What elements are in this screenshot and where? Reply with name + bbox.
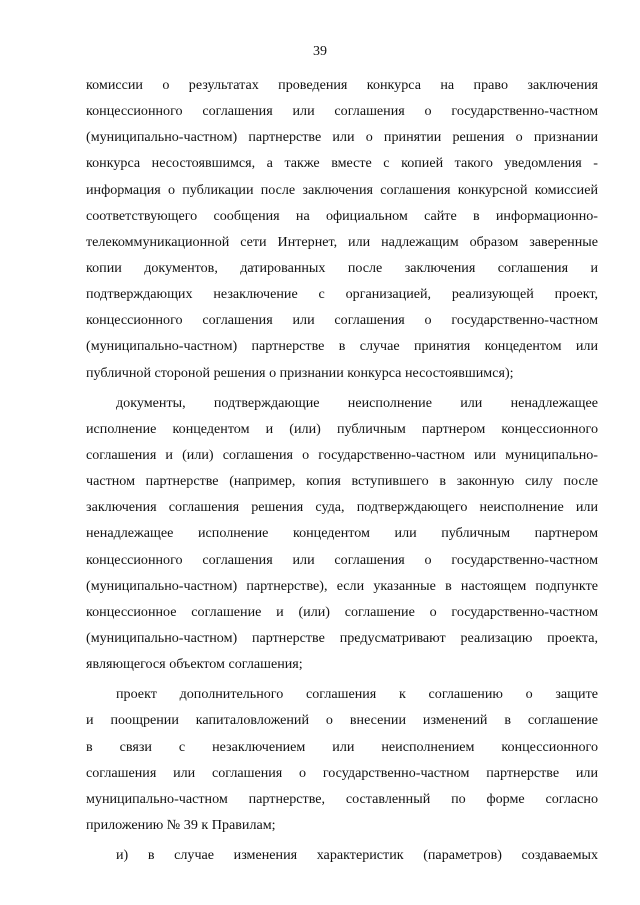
text-line: частном партнерстве (например, копия вступившего в законную силу после	[86, 473, 598, 490]
paragraph	[86, 72, 598, 386]
text-line: концессионного соглашения или соглашения о государственно-частном	[86, 312, 598, 329]
text-line: соответствующего сообщения на официальном сайте в информационно-	[86, 207, 598, 224]
text-line: конкурса несостоявшимся, а также вместе с копией такого уведомления -	[86, 155, 598, 172]
text-line: концессионного соглашения или соглашения о государственно-частном	[86, 103, 598, 120]
text-line: приложению № 39 к Правилам;	[86, 816, 276, 833]
paragraph	[86, 842, 598, 868]
text-line: соглашения и (или) соглашения о государственно-частном или муниципально-	[86, 446, 598, 463]
body-text	[86, 72, 598, 868]
text-line: ненадлежащее исполнение концедентом или публичным партнером	[86, 525, 598, 542]
text-line: (муниципально-частном) партнерстве или о принятии решения о признании	[86, 129, 598, 146]
text-line: проект дополнительного соглашения к соглашению о защите	[116, 686, 598, 703]
text-line: информация о публикации после заключения соглашения конкурсной комиссией	[86, 181, 598, 198]
text-line: концессионное соглашение и (или) соглашение о государственно-частном	[86, 603, 598, 620]
text-line: телекоммуникационной сети Интернет, или надлежащим образом заверенные	[86, 233, 598, 250]
text-line: и) в случае изменения характеристик (параметров) создаваемых	[116, 847, 598, 864]
text-line: комиссии о результатах проведения конкурса на право заключения	[86, 77, 598, 93]
text-line: являющегося объектом соглашения;	[86, 656, 303, 673]
text-line: муниципально-частном партнерстве, составленный по форме согласно	[86, 790, 598, 807]
paragraph	[86, 681, 598, 838]
text-line: публичной стороной решения о признании конкурса несостоявшимся);	[86, 364, 514, 381]
text-line: копии документов, датированных после заключения соглашения и	[86, 259, 598, 276]
text-line: документы, подтверждающие неисполнение или ненадлежащее	[116, 394, 598, 411]
paragraph	[86, 390, 598, 678]
text-line: и поощрении капиталовложений о внесении изменений в соглашение	[86, 712, 598, 729]
text-line: исполнение концедентом и (или) публичным партнером концессионного	[86, 420, 598, 437]
page-number: 39	[313, 44, 327, 59]
text-line: (муниципально-частном) партнерстве предусматривают реализацию проекта,	[86, 629, 598, 646]
text-line: концессионного соглашения или соглашения о государственно-частном	[86, 551, 598, 568]
text-line: соглашения или соглашения о государственно-частном партнерстве или	[86, 764, 598, 781]
text-line: (муниципально-частном) партнерстве), если указанные в настоящем подпункте	[86, 577, 598, 594]
text-line: в связи с незаключением или неисполнением концессионного	[86, 738, 598, 755]
text-line: (муниципально-частном) партнерстве в случае принятия концедентом или	[86, 338, 598, 355]
text-line: подтверждающих незаключение с организацией, реализующей проект,	[86, 286, 598, 303]
text-line: заключения соглашения решения суда, подтверждающего неисполнение или	[86, 499, 598, 516]
